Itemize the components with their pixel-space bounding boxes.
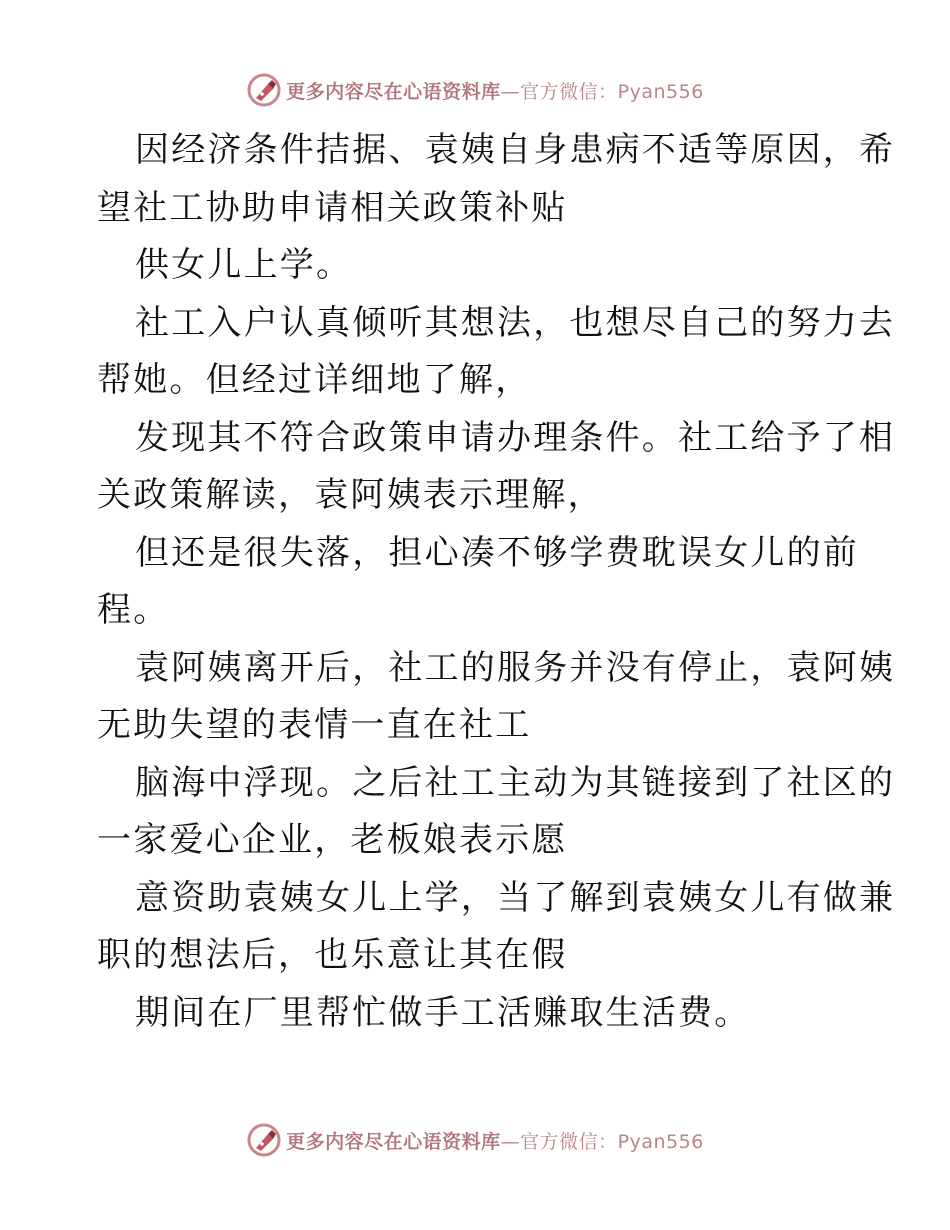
body-line: 一家爱心企业，老板娘表示愿 bbox=[97, 820, 568, 860]
body-line: 程。 bbox=[97, 590, 170, 630]
watermark-text bbox=[286, 1127, 704, 1154]
body-line: 关政策解读，袁阿姨表示理解， bbox=[97, 475, 604, 515]
header-watermark bbox=[0, 70, 950, 110]
body-line: 意资助袁姨女儿上学，当了解到袁姨女儿有做兼 bbox=[135, 877, 896, 918]
watermark-wechat: 官方微信：Pyan556 bbox=[520, 80, 704, 103]
watermark-separator: — bbox=[500, 1130, 521, 1153]
body-line: 袁阿姨离开后，社工的服务并没有停止，袁阿姨 bbox=[135, 647, 896, 688]
watermark-separator: — bbox=[500, 80, 521, 103]
body-line: 无助失望的表情一直在社工 bbox=[97, 705, 532, 745]
footer-watermark bbox=[0, 1120, 950, 1160]
body-line: 因经济条件拮据、袁姨自身患病不适等原因，希 bbox=[135, 130, 896, 170]
body-line: 但还是很失落，担心凑不够学费耽误女儿的前 bbox=[135, 532, 859, 573]
body-line: 帮她。但经过详细地了解， bbox=[97, 360, 532, 400]
watermark-wechat: 官方微信：Pyan556 bbox=[520, 1130, 704, 1153]
body-line: 脑海中浮现。之后社工主动为其链接到了社区的 bbox=[135, 762, 896, 803]
watermark-text bbox=[286, 77, 704, 104]
body-line: 供女儿上学。 bbox=[135, 245, 353, 285]
body-line: 社工入户认真倾听其想法，也想尽自己的努力去 bbox=[135, 302, 896, 343]
pen-nib-logo-icon bbox=[246, 72, 282, 108]
body-line: 期间在厂里帮忙做手工活赚取生活费。 bbox=[135, 992, 751, 1033]
document-body bbox=[97, 122, 896, 1042]
watermark-brand: 更多内容尽在心语资料库 bbox=[286, 1130, 501, 1153]
watermark-brand: 更多内容尽在心语资料库 bbox=[286, 80, 501, 103]
pen-nib-logo-icon bbox=[246, 1122, 282, 1158]
body-line: 望社工协助申请相关政策补贴 bbox=[97, 187, 568, 228]
body-line: 发现其不符合政策申请办理条件。社工给予了相 bbox=[135, 417, 896, 458]
body-line: 职的想法后，也乐意让其在假 bbox=[97, 935, 568, 975]
